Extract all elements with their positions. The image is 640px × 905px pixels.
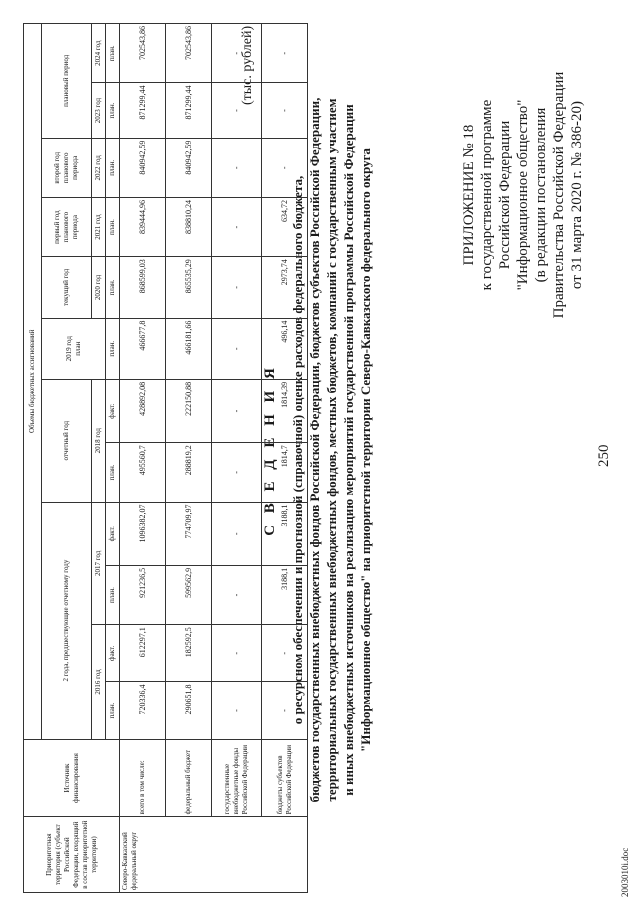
value-cell: 839444,96 <box>120 197 166 256</box>
table-row <box>262 24 308 893</box>
value-cell: 1814,39 <box>262 379 308 442</box>
appendix-block <box>460 5 586 385</box>
value-cell: 921236,5 <box>120 565 166 624</box>
header-current-year: текущий год <box>42 257 92 318</box>
value-cell: - <box>212 625 262 682</box>
document-title: С В Е Д Е Н И Я <box>262 364 278 536</box>
value-cell: - <box>212 257 262 318</box>
header-plan: план. <box>106 138 120 197</box>
table-row <box>120 24 166 893</box>
subtitle-line: территориальных государственных внебюджетных фондов, местных бюджетов, компаний с государственным участием <box>324 98 339 802</box>
funding-table <box>23 23 308 893</box>
header-plan: план. <box>106 565 120 624</box>
source-cell: государственные внебюджетные фонды Российской Федерации <box>212 739 262 817</box>
territory-cell: Северо-Кавказский федеральный округ <box>120 817 308 893</box>
appendix-line: ПРИЛОЖЕНИЕ № 18 <box>461 124 477 266</box>
appendix-line: от 31 марта 2020 г. № 386-20) <box>569 100 585 290</box>
value-cell: - <box>212 24 262 83</box>
table-row <box>166 24 212 893</box>
value-cell: 634,72 <box>262 197 308 256</box>
value-cell: 840942,59 <box>120 138 166 197</box>
subtitle-line: "Информационное общество" на приоритетной территории Северо-Кавказского федерального округа <box>358 148 373 752</box>
value-cell: 182592,5 <box>166 625 212 682</box>
header-2019-sub: план <box>73 341 82 356</box>
value-cell: 612297,1 <box>120 625 166 682</box>
units-label: (тыс. рублей) <box>240 25 255 105</box>
value-cell: - <box>262 682 308 739</box>
value-cell: - <box>212 318 262 379</box>
header-volumes: Объемы бюджетных ассигнований <box>24 24 42 740</box>
header-fact: факт. <box>106 502 120 565</box>
value-cell: 288819,2 <box>166 443 212 502</box>
header-plan: план. <box>106 318 120 379</box>
subtitle-line: о ресурсном обеспечении и прогнозной (справочной) оценке расходов федерального бюджета, <box>290 175 305 725</box>
header-plan: план. <box>106 83 120 138</box>
header-plan: план. <box>106 257 120 318</box>
value-cell: 495560,7 <box>120 443 166 502</box>
value-cell: 838810,24 <box>166 197 212 256</box>
source-cell: всего в том числе: <box>120 739 166 817</box>
appendix-line: "Информационное общество" <box>515 99 531 291</box>
header-source: Источник финансирования <box>24 739 120 817</box>
appendix-line: (в редакции постановления <box>533 107 549 283</box>
value-cell: 865535,29 <box>166 257 212 318</box>
appendix-line: к государственной программе <box>479 99 495 291</box>
file-name: 2003010i.doc <box>620 847 630 897</box>
value-cell: 1814,7 <box>262 443 308 502</box>
value-cell: 222150,88 <box>166 379 212 442</box>
value-cell: 3188,1 <box>262 502 308 565</box>
value-cell: - <box>262 24 308 83</box>
value-cell: 871299,44 <box>120 83 166 138</box>
header-plan-period: плановый период <box>42 24 92 139</box>
source-cell: федеральный бюджет <box>166 739 212 817</box>
value-cell: - <box>212 565 262 624</box>
header-2021: 2021 год <box>92 197 106 256</box>
value-cell: - <box>212 379 262 442</box>
header-2024: 2024 год <box>92 24 106 83</box>
value-cell: 871299,44 <box>166 83 212 138</box>
header-2023: 2023 год <box>92 83 106 138</box>
value-cell: 496,14 <box>262 318 308 379</box>
value-cell: 774709,97 <box>166 502 212 565</box>
header-2022: 2022 год <box>92 138 106 197</box>
header-plan: план. <box>106 24 120 83</box>
subtitle-line: и иных внебюджетных источников на реализацию мероприятий государственной программы Российской Федерации <box>341 104 356 796</box>
header-territory: Приоритетная территория (субъект Российской Федерации, входящий в состав приоритетной территории) <box>24 817 120 893</box>
value-cell: 290651,8 <box>166 682 212 739</box>
value-cell: - <box>262 625 308 682</box>
value-cell: 466181,66 <box>166 318 212 379</box>
value-cell: - <box>212 682 262 739</box>
value-cell: 599562,9 <box>166 565 212 624</box>
value-cell: 840942,59 <box>166 138 212 197</box>
header-reporting-year: отчетный год <box>42 379 92 502</box>
value-cell: - <box>262 83 308 138</box>
value-cell: - <box>212 138 262 197</box>
value-cell: - <box>262 138 308 197</box>
header-2017: 2017 год <box>92 502 106 625</box>
header-plan: план. <box>106 443 120 502</box>
value-cell: 702543,86 <box>166 24 212 83</box>
value-cell: 466677,8 <box>120 318 166 379</box>
page-number: 250 <box>596 444 612 467</box>
value-cell: - <box>212 197 262 256</box>
value-cell: 2973,74 <box>262 257 308 318</box>
value-cell: 428892,08 <box>120 379 166 442</box>
header-2018: 2018 год <box>92 379 106 502</box>
header-2016: 2016 год <box>92 625 106 739</box>
value-cell: 720336,4 <box>120 682 166 739</box>
appendix-line: Российской Федерации <box>497 120 513 270</box>
appendix-line: Правительства Российской Федерации <box>551 71 567 319</box>
header-2020: 2020 год <box>92 257 106 318</box>
header-fact: факт. <box>106 379 120 442</box>
value-cell: - <box>212 502 262 565</box>
header-fact: факт. <box>106 625 120 682</box>
header-two-years-prior: 2 года, предшествующие отчетному году <box>42 502 92 739</box>
value-cell: - <box>212 83 262 138</box>
source-cell: бюджеты субъектов Российской Федерации <box>262 739 308 817</box>
subtitle-line: бюджетов государственных внебюджетных фондов Российской Федерации, бюджетов субъектов Российской Федерации, <box>307 97 322 803</box>
header-second-plan-year: второй год планового периода <box>42 138 92 197</box>
value-cell: 3188,1 <box>262 565 308 624</box>
value-cell: 868599,03 <box>120 257 166 318</box>
table-row <box>212 24 262 893</box>
value-cell: - <box>212 443 262 502</box>
value-cell: 1096382,07 <box>120 502 166 565</box>
header-plan: план. <box>106 197 120 256</box>
value-cell: 702543,86 <box>120 24 166 83</box>
header-2019-year: 2019 год <box>64 336 73 362</box>
header-plan: план. <box>106 682 120 739</box>
header-first-plan-year: первый год планового периода <box>42 197 92 256</box>
header-2019 <box>42 318 106 379</box>
